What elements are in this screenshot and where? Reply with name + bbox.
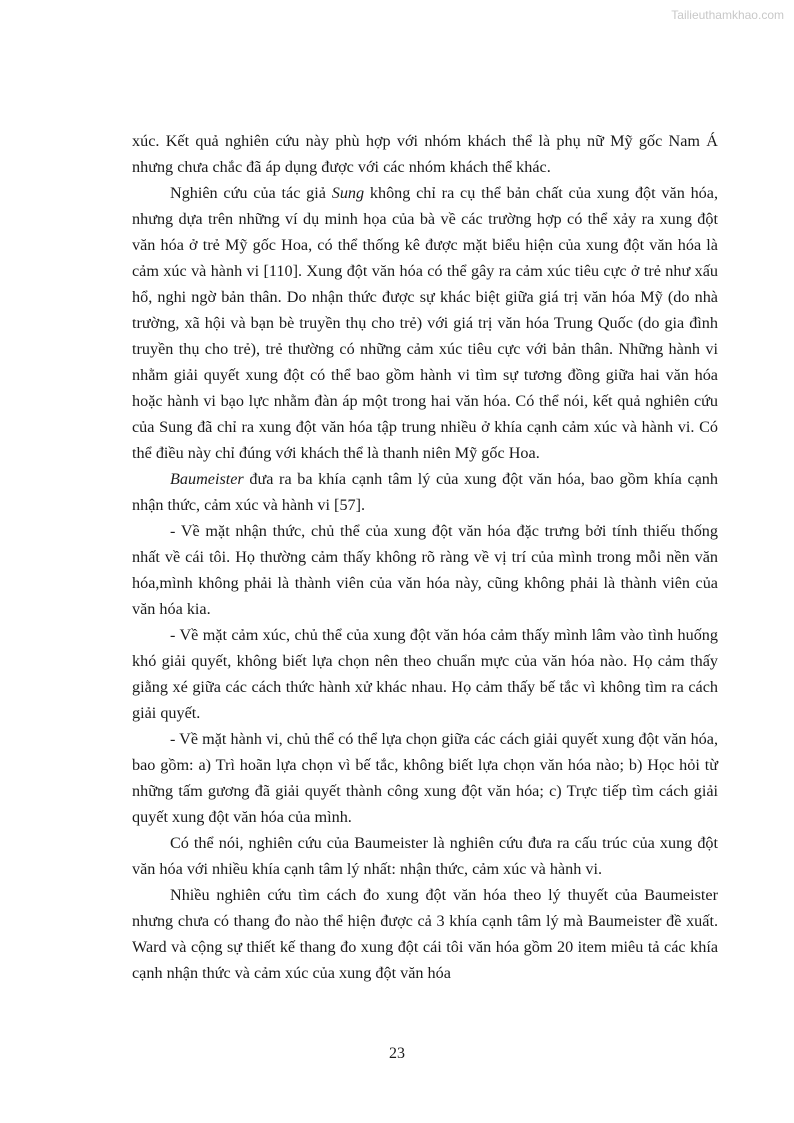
page-number: 23	[389, 1045, 405, 1062]
author-baumeister: Baumeister	[170, 470, 244, 488]
paragraph-cognitive: - Về mặt nhận thức, chủ thể của xung đột văn hóa đặc trưng bởi tính thiếu thống nhất về cái tôi. Họ thường cảm thấy không rõ ràng về vị trí của mình trong mỗi nền văn hóa,mình không phải là thành viên của văn hóa này, cũng không phải là thành viên của văn hóa kia.	[132, 522, 718, 618]
paragraph-2-lead: Nghiên cứu của tác giả	[170, 184, 332, 202]
paragraph-2-body: không chỉ ra cụ thể bản chất của xung đột văn hóa, nhưng dựa trên những ví dụ minh họa của bà về các trường hợp có thể xảy ra xung đột văn hóa ở trẻ Mỹ gốc Hoa, có thể thống kê được mặt biểu hiện của xung đột văn hóa là cảm xúc và hành vi [110]. Xung đột văn hóa có thể gây ra cảm xúc tiêu cực ở trẻ như xấu hổ, nghi ngờ bản thân. Do nhận thức được sự khác biệt giữa giá trị văn hóa Mỹ (do nhà trường, xã hội và bạn bè truyền thụ cho trẻ) với giá trị văn hóa Trung Quốc (do gia đình truyền thụ cho trẻ), trẻ thường có những cảm xúc tiêu cực với bản thân. Những hành vi nhằm giải quyết xung đột có thể bao gồm hành vi tìm sự tương đồng giữa hai văn hóa hoặc hành vi bạo lực nhằm đàn áp một trong hai văn hóa. Có thể nói, kết quả nghiên cứu của Sung đã chỉ ra xung đột văn hóa tập trung nhiều ở khía cạnh cảm xúc và hành vi. Có thể điều này chỉ đúng với khách thể là thanh niên Mỹ gốc Hoa.	[132, 184, 718, 462]
author-sung: Sung	[331, 184, 365, 202]
paragraph-3-body: đưa ra ba khía cạnh tâm lý của xung đột văn hóa, bao gồm khía cạnh nhận thức, cảm xúc và hành vi [57].	[132, 470, 718, 514]
page-body	[132, 128, 718, 986]
paragraph-3	[132, 466, 718, 518]
watermark-text: Tailieuthamkhao.com	[671, 8, 784, 22]
paragraph-behavioral: - Về mặt hành vi, chủ thể có thể lựa chọn giữa các cách giải quyết xung đột văn hóa, bao gồm: a) Trì hoãn lựa chọn vì bế tắc, không biết lựa chọn văn hóa nào; b) Học hỏi từ những tấm gương đã giải quyết thành công xung đột văn hóa; c) Trực tiếp tìm cách giải quyết xung đột văn hóa của mình.	[132, 730, 718, 826]
paragraph-conclusion: Có thể nói, nghiên cứu của Baumeister là nghiên cứu đưa ra cấu trúc của xung đột văn hóa với nhiều khía cạnh tâm lý nhất: nhận thức, cảm xúc và hành vi.	[132, 834, 718, 878]
paragraph-emotional: - Về mặt cảm xúc, chủ thể của xung đột văn hóa cảm thấy mình lâm vào tình huống khó giải quyết, không biết lựa chọn nên theo chuẩn mực của văn hóa nào. Họ cảm thấy giằng xé giữa các cách thức hành xử khác nhau. Họ cảm thấy bế tắc vì không tìm ra cách giải quyết.	[132, 626, 718, 722]
paragraph-measurement: Nhiều nghiên cứu tìm cách đo xung đột văn hóa theo lý thuyết của Baumeister nhưng chưa có thang đo nào thể hiện được cả 3 khía cạnh tâm lý mà Baumeister đề xuất. Ward và cộng sự thiết kế thang đo xung đột cái tôi văn hóa gồm 20 item miêu tả các khía cạnh nhận thức và cảm xúc của xung đột văn hóa	[132, 886, 718, 982]
paragraph-1: xúc. Kết quả nghiên cứu này phù hợp với nhóm khách thể là phụ nữ Mỹ gốc Nam Á nhưng chưa chắc đã áp dụng được với các nhóm khách thể khác.	[132, 132, 718, 176]
paragraph-2	[132, 180, 718, 466]
